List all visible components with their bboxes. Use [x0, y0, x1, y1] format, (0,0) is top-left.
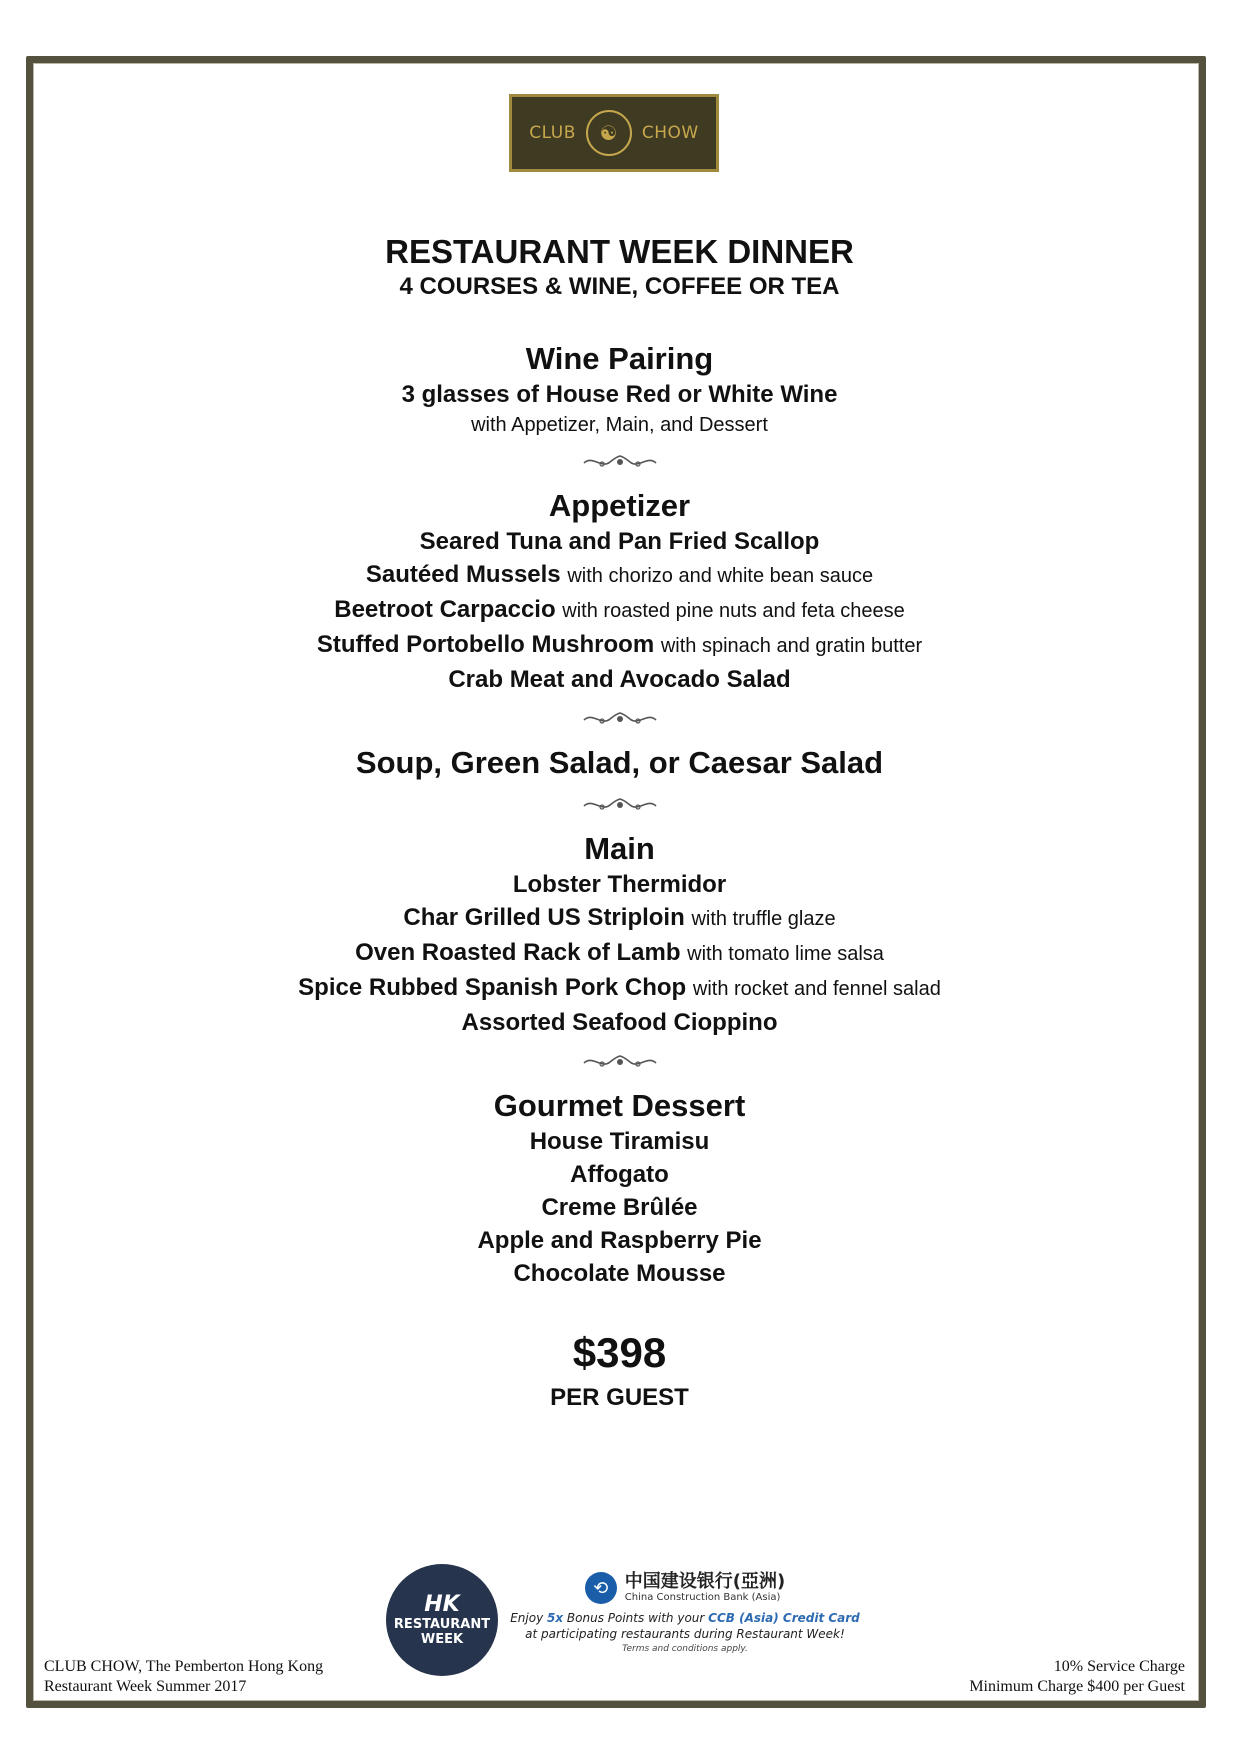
price-amount: $398: [572, 1329, 667, 1376]
appetizer-item: [0, 628, 1239, 663]
dish-name: Sautéed Mussels: [365, 561, 561, 588]
dish-name: Assorted Seafood Cioppino: [461, 1009, 778, 1036]
wine-pairing-line: 3 glasses of House Red or White Wine: [401, 381, 838, 408]
appetizer-item: [0, 525, 1239, 558]
main-item: [0, 868, 1239, 901]
dessert-item: Chocolate Mousse: [513, 1260, 726, 1287]
badge-week-text: WEEK: [420, 1632, 464, 1647]
hk-restaurant-week-badge: [386, 1564, 498, 1676]
dish-name: Seared Tuna and Pan Fried Scallop: [419, 528, 820, 555]
dish-name: Spice Rubbed Spanish Pork Chop: [298, 974, 687, 1001]
dish-description: with chorizo and white bean sauce: [567, 565, 874, 587]
dessert-item: House Tiramisu: [529, 1128, 710, 1155]
promo-card-name: CCB (Asia) Credit Card: [708, 1611, 860, 1625]
dish-name: Lobster Thermidor: [512, 871, 727, 898]
dessert-item: Apple and Raspberry Pie: [477, 1227, 762, 1254]
menu-content: [0, 232, 1239, 1412]
footer-minimum-charge: Minimum Charge $400 per Guest: [969, 1678, 1185, 1695]
dessert-title: Gourmet Dessert: [493, 1088, 746, 1123]
badge-hk-text: HK: [424, 1592, 460, 1617]
bank-name: [625, 1572, 785, 1604]
wine-pairing-note: with Appetizer, Main, and Dessert: [471, 414, 768, 436]
promo-text: Bonus Points with your: [566, 1611, 705, 1625]
promo-text: at participating restaurants during Restaurant Week!: [525, 1627, 845, 1641]
ornament-divider-icon: [582, 796, 658, 814]
logo-text-right: CHOW: [641, 123, 699, 143]
menu-title: RESTAURANT WEEK DINNER: [385, 233, 854, 270]
dish-description: with roasted pine nuts and feta cheese: [562, 600, 905, 622]
menu-subtitle: 4 COURSES & WINE, COFFEE OR TEA: [399, 273, 840, 300]
dish-name: Oven Roasted Rack of Lamb: [355, 939, 681, 966]
promo-text: Enjoy: [510, 1611, 544, 1625]
dish-name: Crab Meat and Avocado Salad: [448, 666, 791, 693]
yin-yang-emblem-icon: ☯: [586, 110, 632, 156]
main-item: [0, 901, 1239, 936]
wine-pairing-title: Wine Pairing: [525, 341, 714, 376]
appetizer-item: [0, 663, 1239, 696]
dish-description: with rocket and fennel salad: [692, 978, 941, 1000]
footer-right: [969, 1657, 1185, 1697]
dish-name: Stuffed Portobello Mushroom: [316, 631, 655, 658]
bank-name-en: China Construction Bank (Asia): [624, 1592, 781, 1603]
ornament-divider-icon: [582, 453, 658, 471]
appetizer-item: [0, 558, 1239, 593]
dish-description: with truffle glaze: [691, 908, 836, 930]
appetizer-item: [0, 593, 1239, 628]
dish-description: with spinach and gratin butter: [660, 635, 923, 657]
logo-text-left: CLUB: [529, 123, 576, 143]
bank-promo-text: [510, 1610, 860, 1642]
footer-left: [44, 1657, 323, 1697]
dish-name: Char Grilled US Striploin: [403, 904, 685, 931]
dish-name: Beetroot Carpaccio: [334, 596, 556, 623]
bank-terms: Terms and conditions apply.: [622, 1644, 748, 1654]
main-title: Main: [584, 831, 655, 866]
ornament-divider-icon: [582, 710, 658, 728]
ornament-divider-icon: [582, 1053, 658, 1071]
appetizer-title: Appetizer: [548, 488, 691, 523]
main-item: [0, 1006, 1239, 1039]
footer-service-charge: 10% Service Charge: [1053, 1658, 1185, 1675]
dessert-item: Creme Brûlée: [541, 1194, 698, 1221]
main-item: [0, 971, 1239, 1006]
soup-salad-title: Soup, Green Salad, or Caesar Salad: [355, 745, 884, 780]
dessert-item: Affogato: [570, 1161, 669, 1188]
bank-name-cn: 中国建设银行(亞洲): [624, 1571, 786, 1592]
footer-venue: CLUB CHOW, The Pemberton Hong Kong: [44, 1658, 324, 1675]
dish-description: with tomato lime salsa: [687, 943, 884, 965]
footer-event: Restaurant Week Summer 2017: [44, 1678, 247, 1695]
ccb-logo-icon: ⟲: [585, 1572, 617, 1604]
main-item: [0, 936, 1239, 971]
bank-header: [510, 1572, 860, 1604]
promo-multiplier: 5x: [547, 1611, 564, 1625]
price-unit: PER GUEST: [550, 1384, 689, 1411]
club-chow-logo: [509, 94, 719, 172]
badge-restaurant-text: RESTAURANT: [393, 1617, 491, 1632]
bank-promo: [510, 1572, 860, 1654]
